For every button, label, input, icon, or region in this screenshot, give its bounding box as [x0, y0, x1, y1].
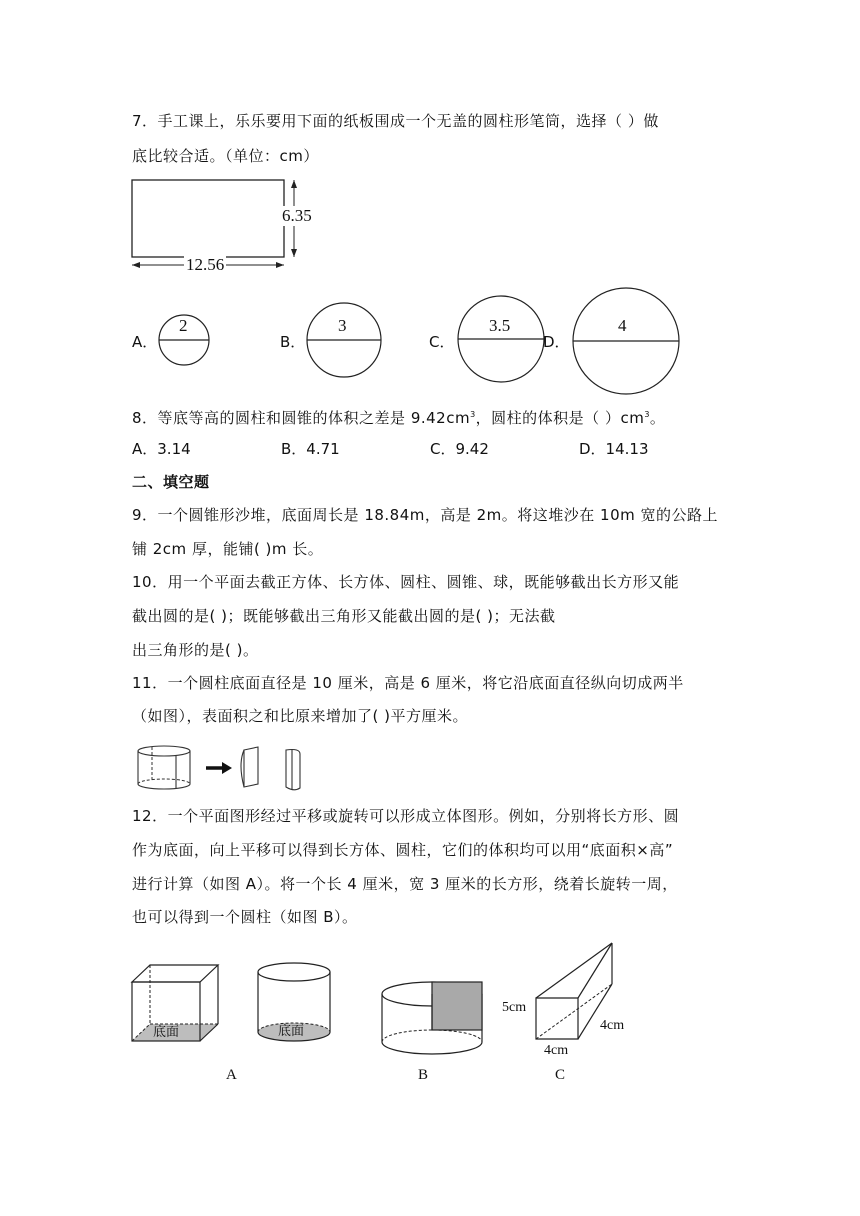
q8-sup2: 3	[644, 410, 650, 419]
figure-c-prism	[532, 941, 632, 1051]
q9-line2: 铺 2cm 厚，能铺( )m 长。	[132, 540, 324, 558]
q8-option-b[interactable]: B．4.71	[281, 440, 340, 458]
q7-option-a-diameter: 2	[179, 316, 188, 335]
figure-a-cylinder-base-label: 底面	[278, 1024, 305, 1039]
rect-width-label: 12.56	[186, 255, 225, 274]
q7-option-a-letter[interactable]: A．	[132, 333, 158, 351]
figure-a-base-label: 底面	[153, 1025, 180, 1040]
q12-line3: 进行计算（如图 A）。将一个长 4 厘米，宽 3 厘米的长方形，绕着长旋转一周，	[132, 875, 678, 893]
q7-option-d-letter[interactable]: D．	[543, 333, 570, 351]
q7-line2: 底比较合适。（单位：cm）	[132, 147, 319, 165]
figure-c-width-label: 4cm	[544, 1043, 569, 1058]
rect-height-label: 6.35	[282, 206, 312, 225]
figure-b-cylinder	[378, 980, 488, 1064]
figure-a-caption: A	[226, 1067, 237, 1083]
q8-sup1: 3	[470, 410, 476, 419]
q7-option-c-circle[interactable]	[457, 295, 547, 385]
figure-b-caption: B	[418, 1067, 429, 1083]
q12-line4: 也可以得到一个圆柱（如图 B）。	[132, 908, 358, 926]
q7-option-d-diameter: 4	[618, 316, 627, 335]
figure-c-caption: C	[555, 1067, 566, 1083]
q7-option-c-diameter: 3.5	[489, 316, 511, 335]
figure-c-height-label: 5cm	[502, 1000, 527, 1015]
q10-line1: 10．用一个平面去截正方体、长方体、圆柱、圆锥、球，既能够截出长方形又能	[132, 573, 680, 591]
q11-cylinder-cut-figure	[134, 744, 334, 798]
q7-option-d-circle[interactable]	[572, 287, 682, 397]
q10-line2: 截出圆的是( )；既能够截出三角形又能截出圆的是( )；无法截	[132, 607, 556, 625]
q8-option-c[interactable]: C．9.42	[430, 440, 489, 458]
q8-text-b: ，圆柱的体积是（ ）cm	[475, 409, 645, 427]
q8-option-a[interactable]: A．3.14	[132, 440, 191, 458]
section-heading: 二、填空题	[132, 473, 210, 491]
q8-text-c: 。	[649, 409, 666, 427]
figure-c-depth-label: 4cm	[600, 1018, 625, 1033]
q10-line3: 出三角形的是( )。	[132, 641, 259, 659]
q11-line1: 11．一个圆柱底面直径是 10 厘米，高是 6 厘米，将它沿底面直径纵向切成两半	[132, 674, 684, 692]
q7-option-b-circle[interactable]	[306, 302, 382, 378]
q11-line2: （如图），表面积之和比原来增加了( )平方厘米。	[132, 707, 468, 725]
q8-question	[132, 405, 665, 428]
q12-line1: 12．一个平面图形经过平移或旋转可以形成立体图形。例如，分别将长方形、圆	[132, 807, 680, 825]
q8-option-d[interactable]: D．14.13	[579, 440, 649, 458]
q9-line1: 9．一个圆锥形沙堆，底面周长是 18.84m，高是 2m。将这堆沙在 10m 宽的公路上	[132, 506, 719, 524]
q7-line1: 7．手工课上，乐乐要用下面的纸板围成一个无盖的圆柱形笔筒，选择（ ）做	[132, 112, 659, 130]
q7-option-c-letter[interactable]: C．	[429, 333, 455, 351]
q12-line2: 作为底面，向上平移可以得到长方体、圆柱，它们的体积均可以用“底面积×高”	[132, 841, 674, 859]
q7-option-b-letter[interactable]: B．	[280, 333, 306, 351]
q8-text-a: 8．等底等高的圆柱和圆锥的体积之差是 9.42cm	[132, 409, 471, 427]
q7-option-b-diameter: 3	[338, 316, 347, 335]
